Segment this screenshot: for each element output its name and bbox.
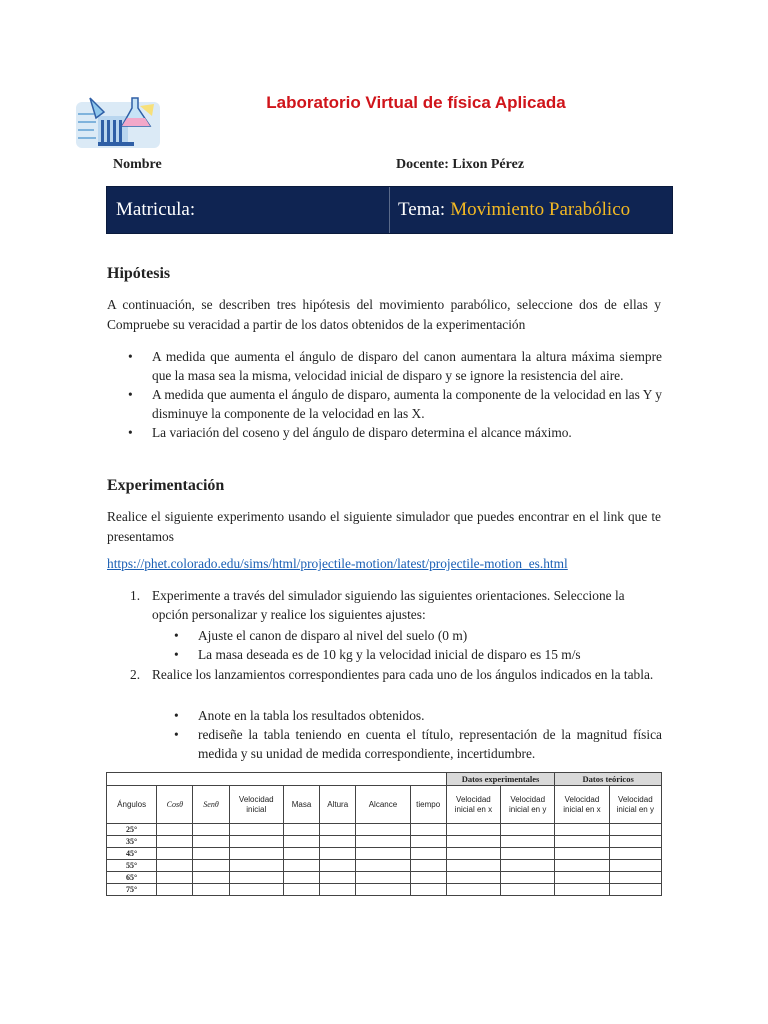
angle-cell: 45° xyxy=(107,848,157,860)
angle-cell: 65° xyxy=(107,872,157,884)
list-item: • La variación del coseno y del ángulo de disparo determina el alcance máximo. xyxy=(107,423,662,442)
col-header: Alcance xyxy=(356,786,410,824)
data-table xyxy=(106,772,662,896)
angle-cell: 75° xyxy=(107,884,157,896)
document-title: Laboratorio Virtual de física Aplicada xyxy=(266,93,566,112)
empty-cell xyxy=(501,884,555,896)
matricula-cell xyxy=(107,187,390,233)
empty-cell xyxy=(410,872,446,884)
tema-value: Movimiento Parabólico xyxy=(450,199,631,220)
nombre-label: Nombre xyxy=(113,157,162,172)
table-row xyxy=(107,872,662,884)
group-teorico: Datos teóricos xyxy=(555,773,662,786)
step-text: Realice los lanzamientos correspondientes para cada uno de los ángulos indicados en la tabla. xyxy=(152,667,654,682)
empty-cell xyxy=(283,824,319,836)
empty-cell xyxy=(501,848,555,860)
empty-cell xyxy=(410,884,446,896)
list-item: • Anote en la tabla los resultados obtenidos. xyxy=(152,706,662,725)
step-number: 1. xyxy=(130,588,141,603)
col-header: Cosθ xyxy=(157,786,193,824)
empty-cell xyxy=(320,824,356,836)
header-bar xyxy=(106,186,673,234)
step-1 xyxy=(130,586,662,624)
empty-cell xyxy=(609,860,661,872)
empty-cell xyxy=(283,848,319,860)
empty-cell xyxy=(229,824,283,836)
empty-cell xyxy=(555,884,609,896)
empty-cell xyxy=(609,884,661,896)
hipotesis-heading: Hipótesis xyxy=(107,265,171,282)
col-header: Velocidad inicial xyxy=(229,786,283,824)
angle-cell: 25° xyxy=(107,824,157,836)
empty-cell xyxy=(555,836,609,848)
list-item: • A medida que aumenta el ángulo de disparo del canon aumentara la altura máxima siempre que la masa sea la misma, velocidad inicial de disparo y se ignore la resistencia del aire. xyxy=(107,347,662,385)
empty-cell xyxy=(555,872,609,884)
col-header: Velocidad inicial en x xyxy=(446,786,500,824)
matricula-label: Matricula: xyxy=(116,199,196,220)
empty-cell xyxy=(193,872,229,884)
empty-cell xyxy=(229,860,283,872)
table-row xyxy=(107,848,662,860)
empty-cell xyxy=(356,872,410,884)
list-item: • Ajuste el canon de disparo al nivel del suelo (0 m) xyxy=(152,626,662,645)
empty-cell xyxy=(501,860,555,872)
empty-cell xyxy=(555,860,609,872)
empty-cell xyxy=(283,872,319,884)
table-row xyxy=(107,884,662,896)
empty-cell xyxy=(320,872,356,884)
empty-cell xyxy=(157,824,193,836)
angle-cell: 35° xyxy=(107,836,157,848)
empty-cell xyxy=(446,836,500,848)
empty-cell xyxy=(446,860,500,872)
docente-label: Docente: Lixon Pérez xyxy=(396,157,525,172)
simulator-link[interactable]: https://phet.colorado.edu/sims/html/projectile-motion/latest/projectile-motion_es.html xyxy=(107,556,568,571)
empty-cell xyxy=(320,860,356,872)
col-header: tiempo xyxy=(410,786,446,824)
empty-cell xyxy=(193,884,229,896)
empty-cell xyxy=(193,836,229,848)
empty-cell xyxy=(446,824,500,836)
empty-cell xyxy=(356,836,410,848)
table-blank-header xyxy=(107,773,447,786)
tema-label: Tema: xyxy=(398,199,446,220)
empty-cell xyxy=(356,884,410,896)
experimentacion-intro: Realice el siguiente experimento usando el siguiente simulador que puedes encontrar en el link que te presentamos xyxy=(107,509,661,544)
empty-cell xyxy=(609,872,661,884)
col-header: Velocidad inicial en x xyxy=(555,786,609,824)
step-2-sublist xyxy=(152,706,662,763)
empty-cell xyxy=(283,884,319,896)
empty-cell xyxy=(157,848,193,860)
empty-cell xyxy=(356,860,410,872)
empty-cell xyxy=(410,836,446,848)
step-text: Experimente a través del simulador siguiendo las siguientes orientaciones. Seleccione la opción personalizar y realice los siguientes ajustes: xyxy=(152,588,625,622)
empty-cell xyxy=(157,836,193,848)
empty-cell xyxy=(356,824,410,836)
empty-cell xyxy=(157,884,193,896)
empty-cell xyxy=(356,848,410,860)
empty-cell xyxy=(193,848,229,860)
empty-cell xyxy=(555,848,609,860)
col-header: Senθ xyxy=(193,786,229,824)
empty-cell xyxy=(320,884,356,896)
col-header: Velocidad inicial en y xyxy=(501,786,555,824)
table-row xyxy=(107,860,662,872)
list-item: • A medida que aumenta el ángulo de disparo, aumenta la componente de la velocidad en las Y y disminuye la componente de la velocidad en las X. xyxy=(107,385,662,423)
hipotesis-intro: A continuación, se describen tres hipótesis del movimiento parabólico, seleccione dos de ellas y Compruebe su veracidad a partir de los datos obtenidos de la experimentación xyxy=(107,297,661,332)
empty-cell xyxy=(609,848,661,860)
table-row xyxy=(107,824,662,836)
col-header: Velocidad inicial en y xyxy=(609,786,661,824)
empty-cell xyxy=(229,836,283,848)
table-row xyxy=(107,836,662,848)
group-experimental: Datos experimentales xyxy=(446,773,555,786)
empty-cell xyxy=(609,824,661,836)
col-header: Altura xyxy=(320,786,356,824)
empty-cell xyxy=(410,824,446,836)
step-2 xyxy=(130,665,662,684)
empty-cell xyxy=(446,884,500,896)
empty-cell xyxy=(446,848,500,860)
empty-cell xyxy=(229,884,283,896)
empty-cell xyxy=(229,848,283,860)
empty-cell xyxy=(609,836,661,848)
list-item: • La masa deseada es de 10 kg y la velocidad inicial de disparo es 15 m/s xyxy=(152,645,662,664)
empty-cell xyxy=(501,836,555,848)
list-item: • rediseñe la tabla teniendo en cuenta el título, representación de la magnitud física medida y su unidad de medida correspondiente, incertidumbre. xyxy=(152,725,662,763)
step-number: 2. xyxy=(130,667,141,682)
hipotesis-list xyxy=(107,347,662,442)
empty-cell xyxy=(410,848,446,860)
empty-cell xyxy=(555,824,609,836)
empty-cell xyxy=(410,860,446,872)
empty-cell xyxy=(446,872,500,884)
col-header: Ángulos xyxy=(107,786,157,824)
empty-cell xyxy=(157,860,193,872)
empty-cell xyxy=(501,824,555,836)
col-header: Masa xyxy=(283,786,319,824)
step-1-sublist xyxy=(152,626,662,664)
angle-cell: 55° xyxy=(107,860,157,872)
empty-cell xyxy=(283,860,319,872)
empty-cell xyxy=(320,836,356,848)
empty-cell xyxy=(501,872,555,884)
empty-cell xyxy=(283,836,319,848)
empty-cell xyxy=(320,848,356,860)
empty-cell xyxy=(193,824,229,836)
empty-cell xyxy=(157,872,193,884)
tema-cell xyxy=(390,187,672,233)
empty-cell xyxy=(229,872,283,884)
experimentacion-heading: Experimentación xyxy=(107,477,225,494)
empty-cell xyxy=(193,860,229,872)
